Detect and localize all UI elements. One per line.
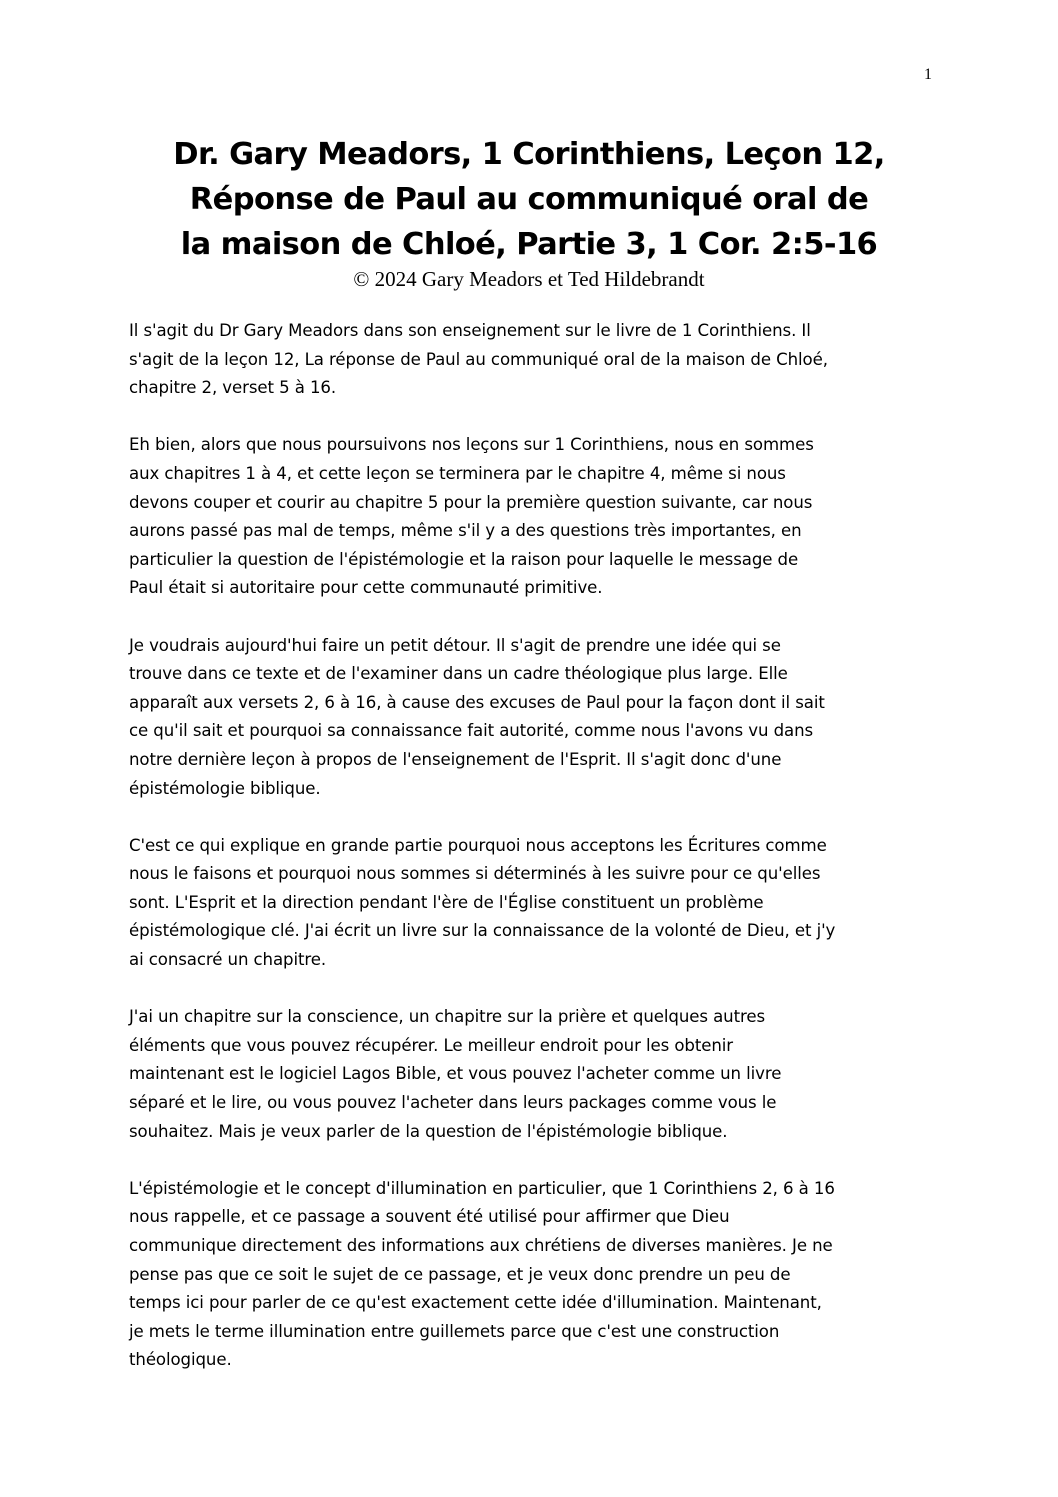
text-line: L'épistémologie et le concept d'illumination en particulier, que 1 Corinthiens 2, 6 à 16: [129, 1178, 835, 1198]
document-header: [0, 132, 1058, 291]
text-line: chapitre 2, verset 5 à 16.: [129, 378, 337, 398]
text-line: s'agit de la leçon 12, La réponse de Paul au communiqué oral de la maison de Chloé,: [129, 349, 828, 369]
text-line: maintenant est le logiciel Lagos Bible, et vous pouvez l'acheter comme un livre: [129, 1064, 782, 1084]
copyright-notice: © 2024 Gary Meadors et Ted Hildebrandt: [353, 267, 705, 291]
text-line: Eh bien, alors que nous poursuivons nos leçons sur 1 Corinthiens, nous en sommes: [129, 435, 814, 455]
text-line: épistémologique clé. J'ai écrit un livre sur la connaissance de la volonté de Dieu, et j'y: [129, 921, 836, 941]
text-line: temps ici pour parler de ce qu'est exactement cette idée d'illumination. Maintenant,: [129, 1293, 822, 1313]
title-line: Dr. Gary Meadors, 1 Corinthiens, Leçon 12,: [173, 137, 885, 172]
text-line: ai consacré un chapitre.: [129, 950, 327, 970]
text-line: sont. L'Esprit et la direction pendant l'ère de l'Église constituent un problème: [129, 892, 764, 912]
text-line: aux chapitres 1 à 4, et cette leçon se terminera par le chapitre 4, même si nous: [129, 463, 786, 483]
document-title: [0, 132, 1058, 267]
text-line: éléments que vous pouvez récupérer. Le meilleur endroit pour les obtenir: [129, 1035, 733, 1055]
text-line: trouve dans ce texte et de l'examiner dans un cadre théologique plus large. Elle: [129, 664, 788, 684]
text-line: ce qu'il sait et pourquoi sa connaissance fait autorité, comme nous l'avons vu dans: [129, 721, 814, 741]
text-line: pense pas que ce soit le sujet de ce passage, et je veux donc prendre un peu de: [129, 1264, 791, 1284]
title-line: la maison de Chloé, Partie 3, 1 Cor. 2:5-16: [180, 227, 878, 262]
text-line: devons couper et courir au chapitre 5 pour la première question suivante, car nous: [129, 492, 813, 512]
title-line: Réponse de Paul au communiqué oral de: [189, 182, 869, 217]
paragraph-6: [129, 1175, 949, 1375]
text-line: apparaît aux versets 2, 6 à 16, à cause des excuses de Paul pour la façon dont il sait: [129, 692, 825, 712]
text-line: J'ai un chapitre sur la conscience, un chapitre sur la prière et quelques autres: [129, 1007, 765, 1027]
page-number: 1: [924, 66, 932, 83]
text-line: souhaitez. Mais je veux parler de la question de l'épistémologie biblique.: [129, 1121, 728, 1141]
text-line: épistémologie biblique.: [129, 778, 321, 798]
text-line: théologique.: [129, 1350, 232, 1370]
text-line: Il s'agit du Dr Gary Meadors dans son enseignement sur le livre de 1 Corinthiens. Il: [129, 321, 811, 340]
text-line: je mets le terme illumination entre guillemets parce que c'est une construction: [129, 1321, 780, 1341]
text-line: séparé et le lire, ou vous pouvez l'acheter dans leurs packages comme vous le: [129, 1093, 777, 1113]
text-line: nous le faisons et pourquoi nous sommes si déterminés à les suivre pour ce qu'elles: [129, 864, 821, 884]
paragraph-2: [129, 431, 949, 603]
document-body: [129, 317, 949, 1404]
text-line: Paul était si autoritaire pour cette communauté primitive.: [129, 578, 603, 598]
text-line: Je voudrais aujourd'hui faire un petit détour. Il s'agit de prendre une idée qui se: [129, 635, 781, 655]
text-line: particulier la question de l'épistémologie et la raison pour laquelle le message de: [129, 549, 799, 569]
paragraph-1: [129, 317, 949, 403]
text-line: nous rappelle, et ce passage a souvent été utilisé pour affirmer que Dieu: [129, 1207, 730, 1227]
paragraph-3: [129, 632, 949, 804]
text-line: C'est ce qui explique en grande partie pourquoi nous acceptons les Écritures comme: [129, 835, 827, 855]
paragraph-5: [129, 1003, 949, 1146]
text-line: aurons passé pas mal de temps, même s'il y a des questions très importantes, en: [129, 521, 802, 541]
text-line: communique directement des informations aux chrétiens de diverses manières. Je ne: [129, 1236, 833, 1255]
paragraph-4: [129, 832, 949, 975]
text-line: notre dernière leçon à propos de l'enseignement de l'Esprit. Il s'agit donc d'une: [129, 749, 782, 769]
